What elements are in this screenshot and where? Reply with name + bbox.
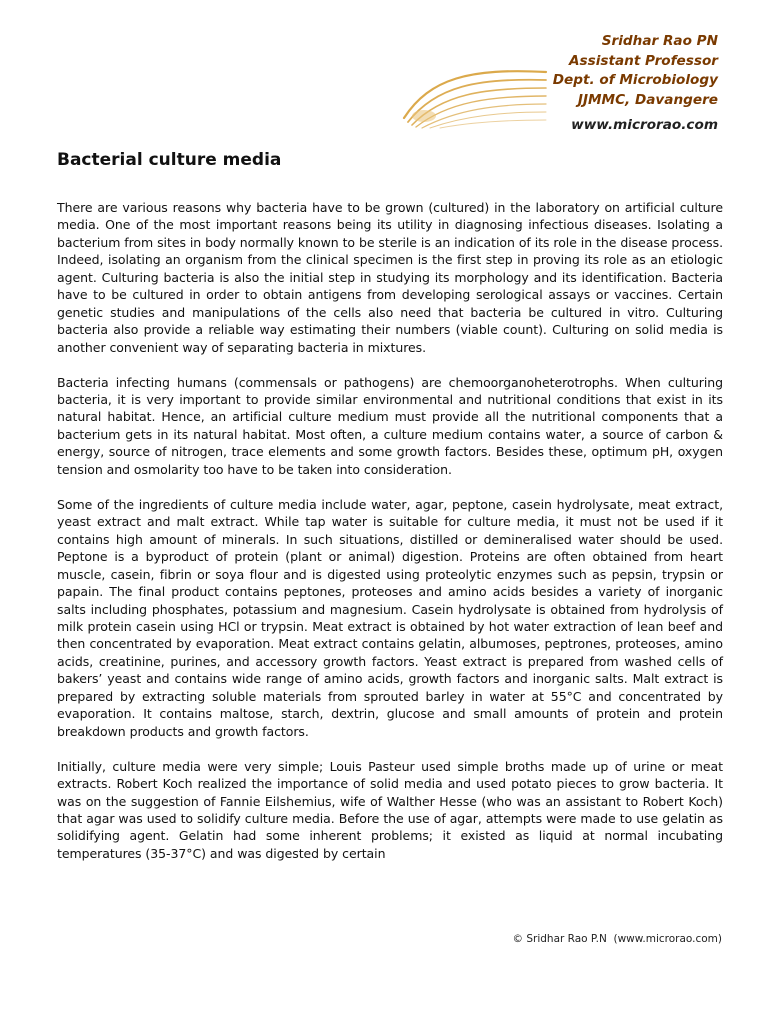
page-header: [0, 0, 768, 140]
author-title: Assistant Professor: [569, 52, 718, 69]
swirl-logo-icon: [400, 58, 550, 130]
document-title: Bacterial culture media: [57, 150, 282, 170]
paragraph: Bacteria infecting humans (commensals or pathogens) are chemoorganoheterotrophs. When culturing bacteria, it is very important to provide similar environmental and nutritional conditions that exist in its natural habitat. Hence, an artificial culture medium must provide all the nutritional components that a bacterium gets in its natural habitat. Most often, a culture medium contains water, a source of carbon & energy, source of nitrogen, trace elements and some growth factors. Besides these, optimum pH, oxygen tension and osmolarity too have to be taken into consideration.: [57, 374, 723, 477]
paragraph: Initially, culture media were very simple; Louis Pasteur used simple broths made up of urine or meat extracts. Robert Koch realized the importance of solid media and used potato pieces to grow bacteria. It was on the suggestion of Fannie Eilshemius, wife of Walther Hesse (who was an assistant to Robert Koch) that agar was used to solidify culture media. Before the use of agar, attempts were made to use gelatin as solidifying agent. Gelatin had some inherent problems; it existed as liquid at normal incubating temperatures (35-37°C) and was digested by certain: [57, 758, 723, 861]
author-institution: JJMMC, Davangere: [577, 91, 718, 108]
document-body: [57, 199, 723, 880]
paragraph: Some of the ingredients of culture media include water, agar, peptone, casein hydrolysate, meat extract, yeast extract and malt extract. While tap water is suitable for culture media, it must not be used if it contains high amount of minerals. In such situations, distilled or demineralised water should be used. Peptone is a byproduct of protein (plant or animal) digestion. Proteins are often obtained from heart muscle, casein, fibrin or soya flour and is digested using proteolytic enzymes such as pepsin, trypsin or papain. The final product contains peptones, proteoses and amino acids besides a variety of inorganic salts including phosphates, potassium and magnesium. Casein hydrolysate is obtained from hydrolysis of milk protein casein using HCl or trypsin. Meat extract is obtained by hot water extraction of lean beef and then concentrated by evaporation. Meat extract contains gelatin, albumoses, peptrones, proteoses, amino acids, creatinine, purines, and accessory growth factors. Yeast extract is prepared from washed cells of bakers’ yeast and contains wide range of amino acids, growth factors and inorganic salts. Malt extract is prepared by extracting soluble materials from sprouted barley in water at 55°C and concentrated by evaporation. It contains maltose, starch, dextrin, glucose and small amounts of protein and protein breakdown products and growth factors.: [57, 496, 723, 739]
author-block: [553, 32, 718, 136]
author-name: Sridhar Rao PN: [601, 33, 718, 49]
copyright-footer: © Sridhar Rao P.N (www.microrao.com): [512, 933, 722, 945]
paragraph: There are various reasons why bacteria have to be grown (cultured) in the laboratory on artificial culture media. One of the most important reasons being its utility in diagnosing infectious diseases. Isolating a bacterium from sites in body normally known to be sterile is an indication of its role in the disease process. Indeed, isolating an organism from the clinical specimen is the first step in proving its role as an etiologic agent. Culturing bacteria is also the initial step in studying its morphology and its identification. Bacteria have to be cultured in order to obtain antigens from developing serological assays or vaccines. Certain genetic studies and manipulations of the cells also need that bacteria be cultured in vitro. Culturing bacteria also provide a reliable way estimating their numbers (viable count). Culturing on solid media is another convenient way of separating bacteria in mixtures.: [57, 200, 723, 355]
author-department: Dept. of Microbiology: [552, 72, 718, 88]
website-link[interactable]: www.microrao.com: [571, 117, 718, 133]
